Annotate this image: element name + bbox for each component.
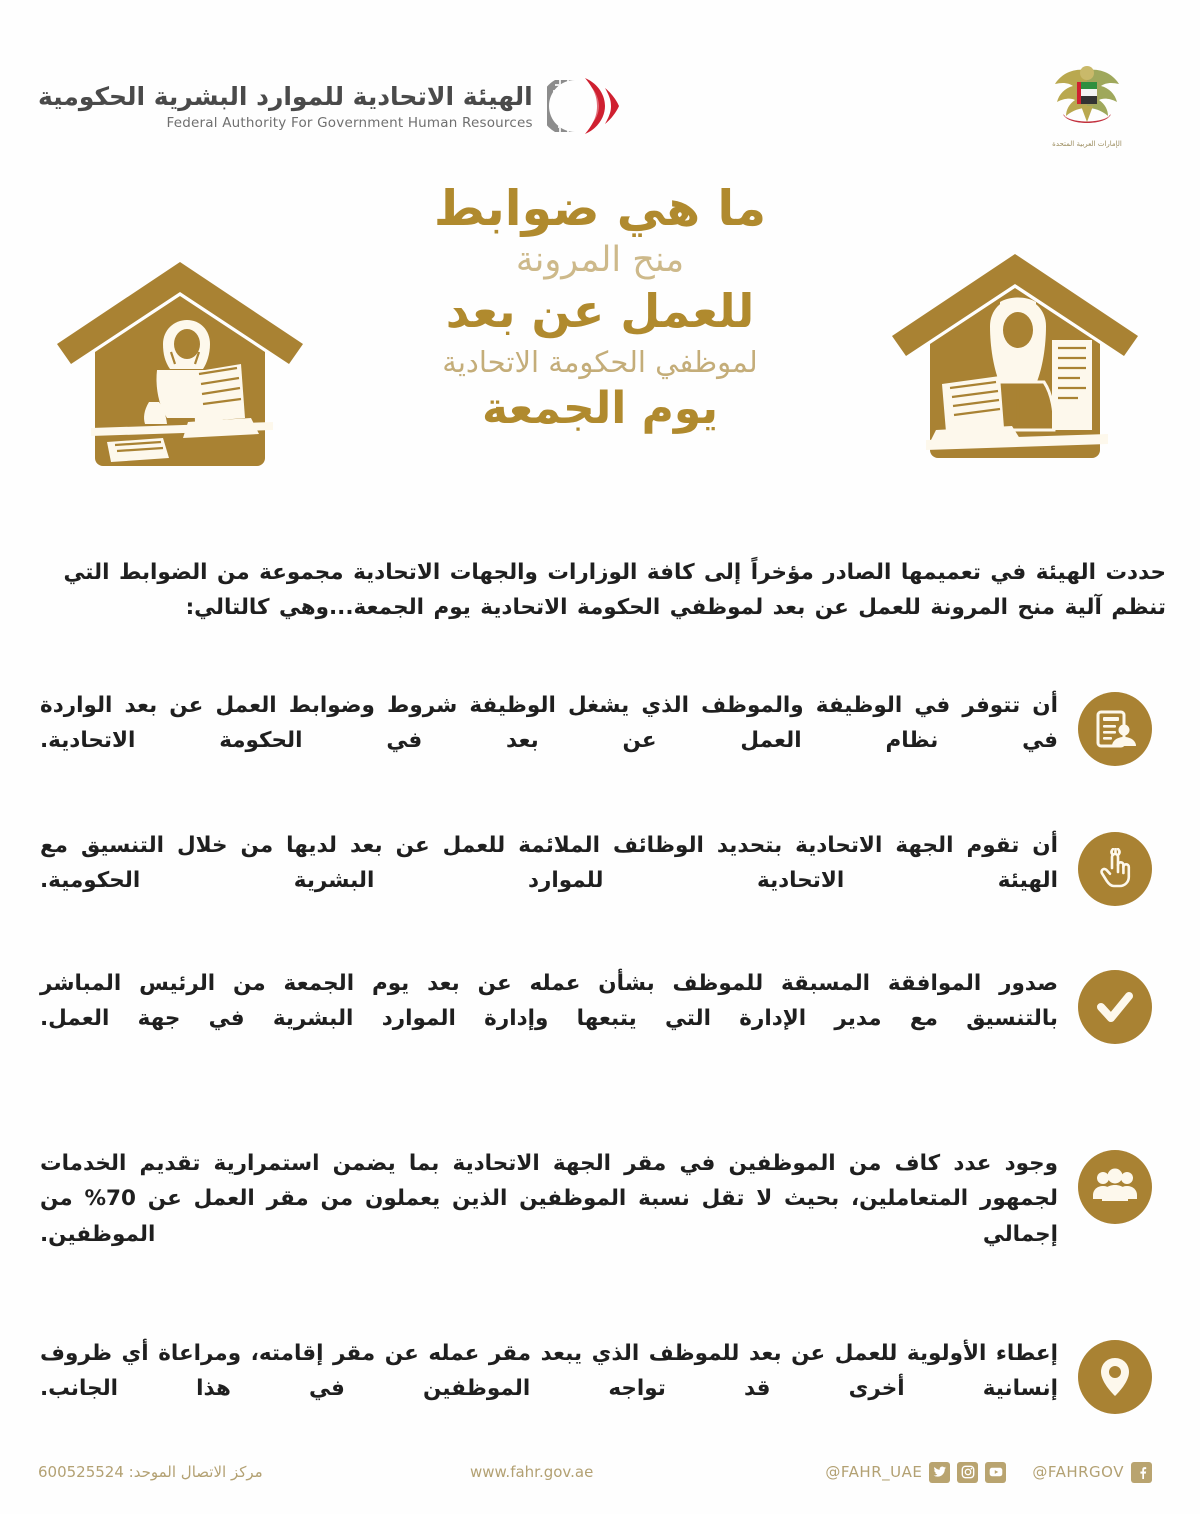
bullet-text: إعطاء الأولوية للعمل عن بعد للموظف الذي يبعد مقر عمله عن مقر إقامته، ومراعاة أي ظروف إنسانية أخرى قد تواجه الموظفين في هذا الجانب. <box>40 1341 1058 1402</box>
bullet-text: أن تتوفر في الوظيفة والموظف الذي يشغل الوظيفة شروط وضوابط العمل عن بعد الواردة في نظام العمل عن بعد في الحكومة الاتحادية. <box>40 693 1058 754</box>
social-handle-secondary: @FAHRGOV <box>1032 1463 1124 1481</box>
checkmark-icon <box>1078 970 1152 1044</box>
title-line-4: لموظفي الحكومة الاتحادية <box>442 344 758 379</box>
fahr-logo-mark <box>547 70 623 142</box>
bullet-item <box>0 686 1200 804</box>
emblem-caption: الإمارات العربية المتحدة <box>1052 140 1122 148</box>
facebook-icon[interactable] <box>1131 1462 1152 1483</box>
fahr-logo-english: Federal Authority For Government Human Resources <box>166 114 533 131</box>
pointing-hand-icon <box>1078 832 1152 906</box>
bullet-item <box>0 1144 1200 1292</box>
hero-section <box>0 172 1200 532</box>
bullet-text: وجود عدد كاف من الموظفين في مقر الجهة الاتحادية بما يضمن استمرارية تقديم الخدمات لجمهور المتعاملين، بحيث لا تقل نسبة الموظفين الذين يعملون من مقر العمل عن 70% من إجمالي الموظفين. <box>40 1151 1058 1247</box>
fahr-logo-arabic: الهيئة الاتحادية للموارد البشرية الحكومية <box>38 81 533 111</box>
house-woman-laptop-illustration <box>45 252 315 487</box>
hero-title <box>330 182 870 435</box>
fahr-logo-text <box>38 82 533 131</box>
youtube-icon[interactable] <box>985 1462 1006 1483</box>
bullet-item <box>0 826 1200 944</box>
intro-paragraph: حددت الهيئة في تعميمها الصادر مؤخراً إلى كافة الوزارات والجهات الاتحادية مجموعة من الضوابط التي تنظم آلية منح المرونة للعمل عن بعد لموظفي الحكومة الاتحادية يوم الجمعة...وهي كالتالي: <box>63 560 1166 620</box>
title-line-1: ما هي ضوابط <box>433 180 767 237</box>
group-people-icon <box>1078 1150 1152 1224</box>
document-person-icon <box>1078 692 1152 766</box>
uae-emblem-block <box>1032 58 1142 148</box>
bullet-list <box>0 686 1200 1444</box>
page-footer <box>0 1444 1200 1500</box>
uae-federal-emblem <box>1049 58 1125 134</box>
title-line-3: للعمل عن بعد <box>445 283 755 338</box>
title-line-5: يوم الجمعة <box>481 383 718 435</box>
bullet-text: صدور الموافقة المسبقة للموظف بشأن عمله عن بعد يوم الجمعة من الرئيس المباشر بالتنسيق مع مدير الإدارة التي يتبعها وإدارة الموارد البشرية في جهة العمل. <box>40 971 1058 1032</box>
page-header <box>0 58 1200 168</box>
bullet-item <box>0 964 1200 1112</box>
contact-center-phone: مركز الاتصال الموحد: 600525524 <box>38 1463 263 1481</box>
twitter-icon[interactable] <box>929 1462 950 1483</box>
bullet-text: أن تقوم الجهة الاتحادية بتحديد الوظائف الملائمة للعمل عن بعد لديها من خلال التنسيق مع الهيئة الاتحادية للموارد البشرية الحكومية. <box>40 833 1058 894</box>
website-link[interactable]: www.fahr.gov.ae <box>470 1463 594 1481</box>
house-man-laptop-illustration <box>880 244 1150 479</box>
bullet-item <box>0 1334 1200 1444</box>
instagram-icon[interactable] <box>957 1462 978 1483</box>
social-handle-primary: @FAHR_UAE <box>825 1463 923 1481</box>
title-line-2: منح المرونة <box>515 239 685 280</box>
fahr-logo <box>38 70 623 142</box>
location-pin-icon <box>1078 1340 1152 1414</box>
social-links <box>825 1462 1152 1483</box>
